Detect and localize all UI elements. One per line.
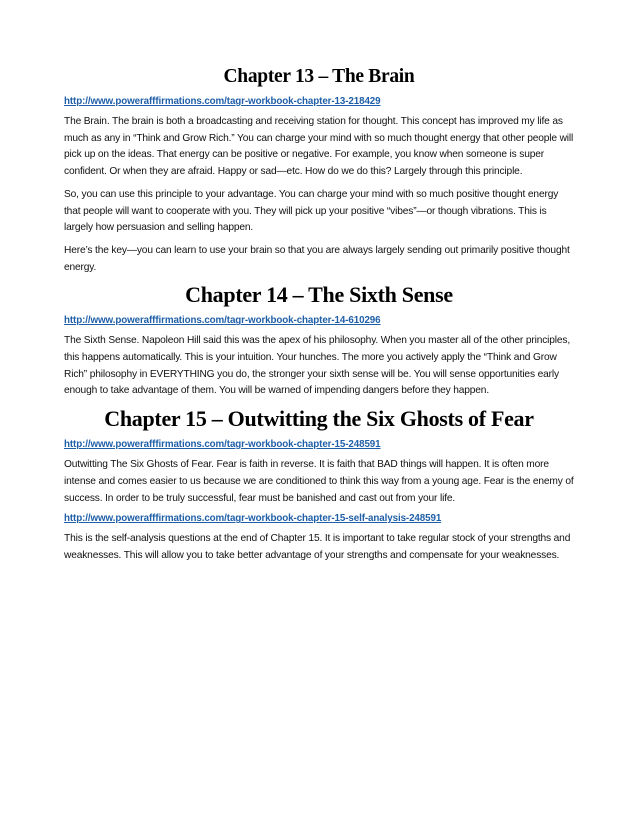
chapter-15-link[interactable]: http://www.powerafffirmations.com/tagr-workbook-chapter-15-248591	[64, 439, 381, 451]
chapter-15-title: Chapter 15 – Outwitting the Six Ghosts of Fear	[104, 406, 534, 432]
chapter-15-paragraph-2: This is the self-analysis questions at the end of Chapter 15. It is important to take regular stock of your strengths and weaknesses. This will allow you to take better advantage of your strengths and compensate for your weaknesses.	[64, 533, 571, 561]
chapter-14-title: Chapter 14 – The Sixth Sense	[185, 282, 453, 308]
chapter-13-paragraph-1: The Brain. The brain is both a broadcasting and receiving station for thought. This concept has improved my life as much as any in “Think and Grow Rich.” You can charge your mind with so much thought energy that other people will pick up on the ideas. That energy can be positive or negative. For example, you know when someone is super confident. Or when they are afraid. Happy or sad—etc. How do we do this? Largely through this principle.	[64, 116, 574, 178]
chapter-13-paragraph-3: Here’s the key—you can learn to use your brain so that you are always largely sending out primarily positive thought energy.	[64, 244, 570, 273]
chapter-13-paragraph-2: So, you can use this principle to your advantage. You can charge your mind with so much positive thought energy that people will want to cooperate with you. They will pick up your positive “vibes”—or though vibrations. This is largely how persuasion and selling happen.	[64, 188, 559, 234]
chapter-13-title: Chapter 13 – The Brain	[223, 66, 415, 87]
document-page	[64, 66, 574, 571]
chapter-15-paragraph-1: Outwitting The Six Ghosts of Fear. Fear is faith in reverse. It is faith that BAD things will happen. It is often more intense and comes easier to us because we are conditioned to think this way from a young age. Fear is the enemy of success. In order to be truly successful, fear must be banished and cast out from your life.	[64, 459, 574, 504]
chapter-14-paragraph-1: The Sixth Sense. Napoleon Hill said this was the apex of his philosophy. When you master all of the other principles, this happens automatically. This is your intuition. Your hunches. The more you actively apply the “Think and Grow Rich” philosophy in EVERYTHING you do, the stronger your sixth sense will be. You will sense opportunities early enough to take advantage of them. You will be warned of impending dangers before they happen.	[64, 335, 571, 397]
chapter-13-link[interactable]: http://www.powerafffirmations.com/tagr-workbook-chapter-13-218429	[64, 96, 381, 107]
chapter-15-self-analysis-link[interactable]: http://www.powerafffirmations.com/tagr-workbook-chapter-15-self-analysis-248591	[64, 513, 442, 525]
chapter-14-link[interactable]: http://www.powerafffirmations.com/tagr-workbook-chapter-14-610296	[64, 315, 381, 327]
